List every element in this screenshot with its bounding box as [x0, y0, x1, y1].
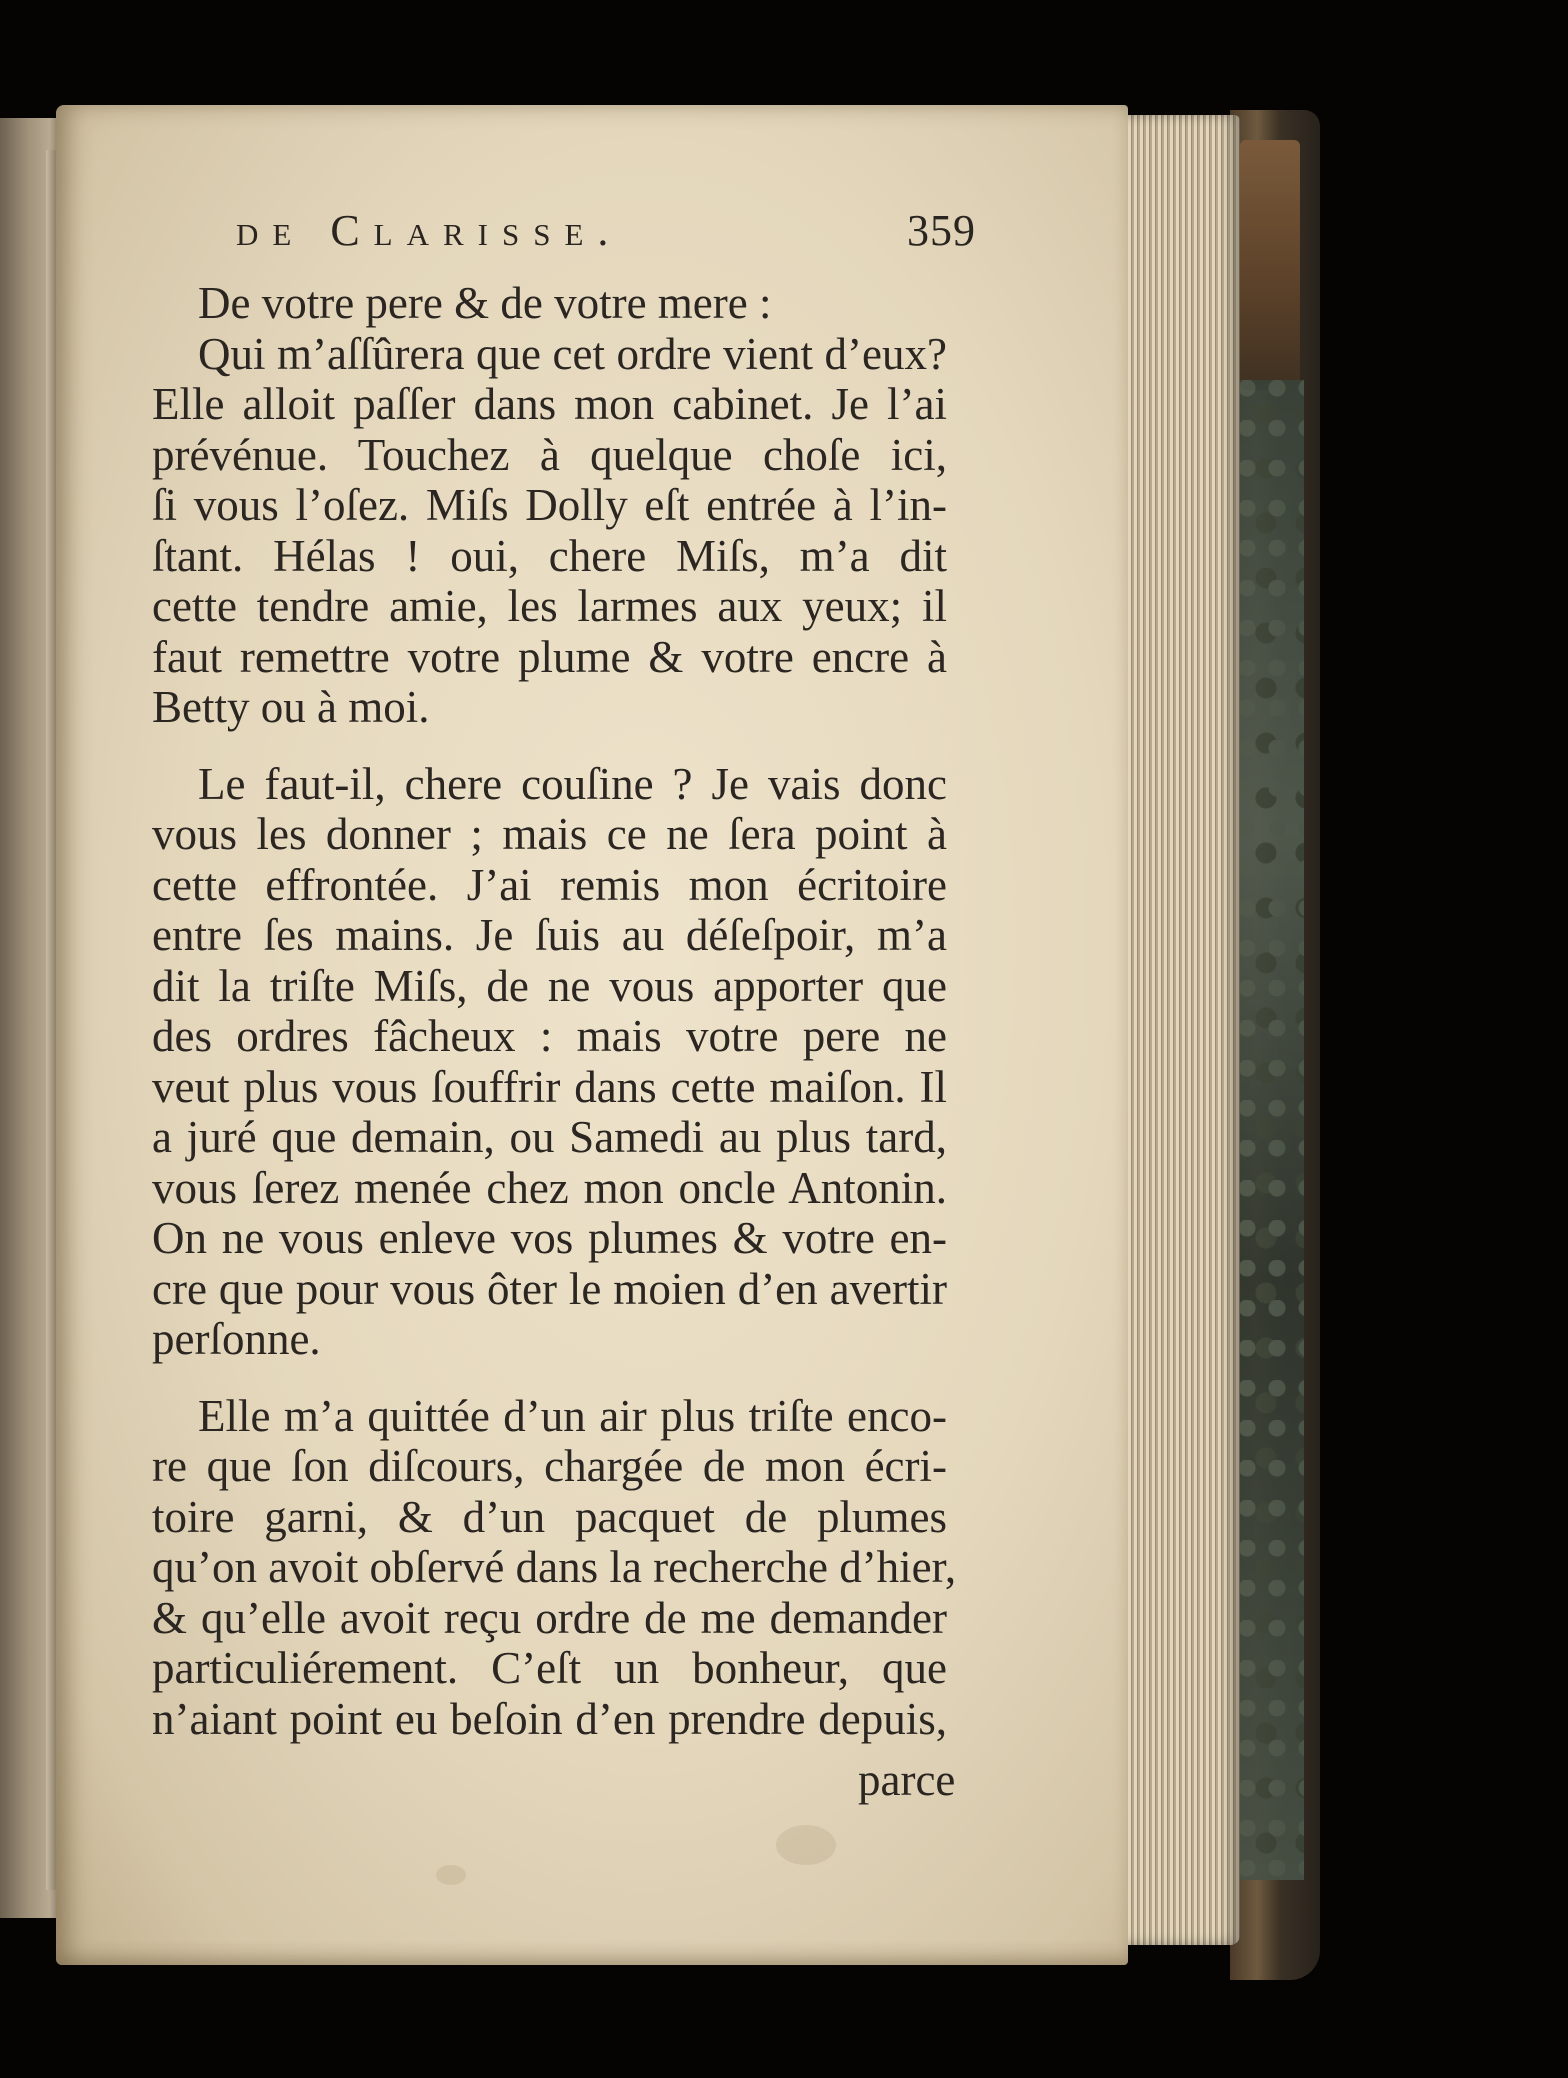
text-line: n’aiant point eu beſoin d’en prendre depuis,	[152, 1693, 947, 1744]
text-line: qu’on avoit obſervé dans la recherche d’hier,	[152, 1542, 957, 1592]
running-title: de Clarisse.	[236, 206, 623, 255]
text-line: On ne vous enleve vos plumes & votre en-	[152, 1213, 947, 1263]
page-number: 359	[907, 206, 976, 255]
text-line: Le faut-il, chere couſine ? Je vais donc	[198, 758, 947, 809]
left-page-fore-edge	[46, 150, 56, 1890]
text-line: & qu’elle avoit reçu ordre de me demander	[152, 1592, 947, 1643]
text-line: cette tendre amie, les larmes aux yeux; il	[152, 581, 947, 631]
cover-leather-spine	[1240, 140, 1300, 390]
text-line: Betty ou à moi.	[152, 682, 430, 732]
text-line: Qui m’aſſûrera que cet ordre vient d’eux?	[198, 328, 947, 379]
text-line: cette effrontée. J’ai remis mon écritoire	[152, 859, 947, 910]
text-line: perſonne.	[152, 1314, 321, 1364]
text-line: ſtant. Hélas ! oui, chere Miſs, m’a dit	[152, 530, 947, 581]
page-header	[236, 205, 976, 265]
text-line: toire garni, & d’un pacquet de plumes	[152, 1491, 947, 1542]
text-line: prévénue. Touchez à quelque choſe ici,	[152, 429, 947, 480]
text-line: veut plus vous ſouffrir dans cette maiſon. Il	[152, 1061, 947, 1112]
foxing-stain	[436, 1865, 466, 1885]
paragraph	[152, 759, 947, 1365]
text-line: faut remettre votre plume & votre encre à	[152, 631, 947, 682]
paragraph	[152, 1390, 957, 1745]
cover-marbled-board	[1238, 380, 1304, 1880]
text-line: a juré que demain, ou Samedi au plus tard,	[152, 1112, 947, 1162]
text-line: particuliérement. C’eſt un bonheur, que	[152, 1643, 947, 1693]
body-text	[152, 278, 957, 1744]
paragraph	[152, 278, 947, 733]
text-line: cre que pour vous ôter le moien d’en avertir	[152, 1263, 947, 1314]
text-line: vous les donner ; mais ce ne ſera point à	[152, 809, 947, 859]
text-line: Elle alloit paſſer dans mon cabinet. Je l’ai	[152, 379, 947, 429]
text-line: re que ſon diſcours, chargée de mon écri-	[152, 1441, 947, 1491]
text-line: De votre pere & de votre mere :	[198, 278, 772, 328]
catchword: parce	[858, 1755, 956, 1805]
text-line: entre ſes mains. Je ſuis au déſeſpoir, m’a	[152, 910, 947, 960]
text-line: ſi vous l’oſez. Miſs Dolly eſt entrée à l’in-	[152, 480, 947, 530]
foxing-stain	[776, 1825, 836, 1865]
text-line: dit la triſte Miſs, de ne vous apporter que	[152, 960, 947, 1011]
page-block-edges	[1120, 115, 1240, 1945]
text-line: des ordres fâcheux : mais votre pere ne	[152, 1011, 947, 1061]
text-line: vous ſerez menée chez mon oncle Antonin.	[152, 1162, 947, 1213]
text-line: Elle m’a quittée d’un air plus triſte enco-	[198, 1390, 947, 1441]
